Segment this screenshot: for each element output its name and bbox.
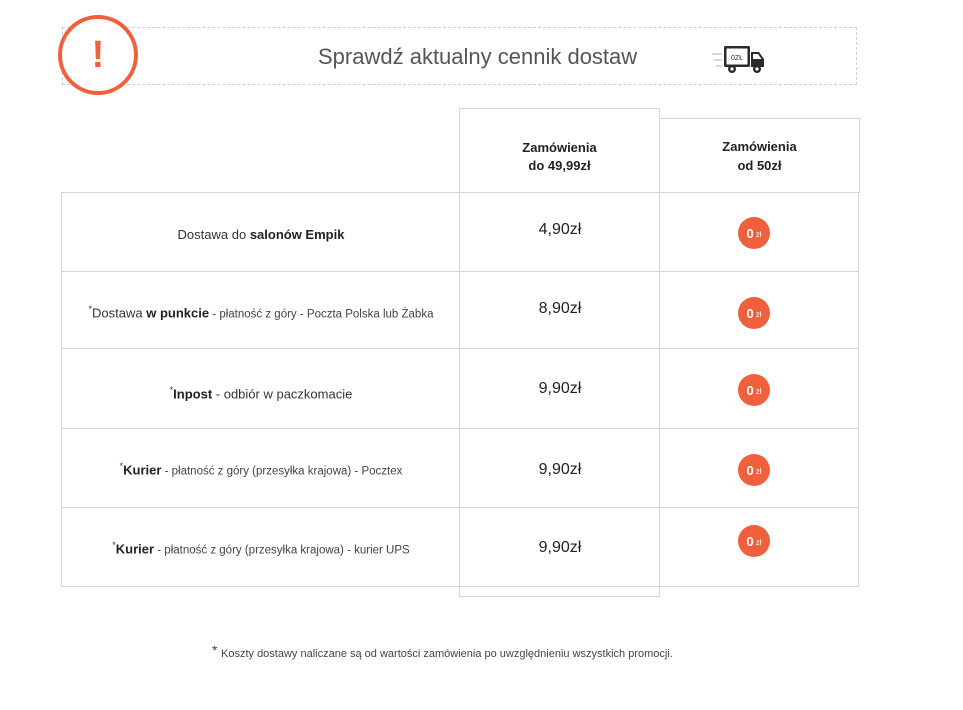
table-row [61, 192, 859, 272]
row-label: *Dostawa w punkcie - płatność z góry - Poczta Polska lub Żabka [88, 304, 434, 321]
price-under-50: 9,90zł [538, 539, 582, 556]
alert-icon [58, 15, 138, 95]
footnote-star: * [212, 642, 218, 658]
free-badge: 0 zł [738, 374, 770, 406]
free-badge: 0 zł [738, 297, 770, 329]
column-header-under-50 [459, 108, 660, 193]
column-header-line1: Zamówienia [722, 139, 797, 154]
table-row [61, 507, 859, 587]
column-header-line1: Zamówienia [522, 140, 597, 155]
price-under-50: 9,90zł [538, 461, 582, 478]
price-under-50: 9,90zł [538, 380, 582, 397]
column-header-line2: od 50zł [737, 158, 782, 173]
table-row [61, 348, 859, 429]
footnote-text: Koszty dostawy naliczane są od wartości zamówienia po uwzględnieniu wszystkich promocji. [221, 648, 673, 660]
row-label: *Kurier - płatność z góry (przesyłka krajowa) - kurier UPS [112, 540, 410, 557]
banner-title: Sprawdź aktualny cennik dostaw [318, 44, 638, 69]
row-label: *Kurier - płatność z góry (przesyłka krajowa) - Pocztex [119, 461, 403, 478]
footnote [212, 642, 673, 660]
free-badge: 0 zł [738, 217, 770, 249]
exclamation-mark: ! [91, 34, 105, 76]
column-header-from-50 [659, 118, 860, 193]
table-row [61, 271, 859, 349]
free-badge: 0 zł [738, 525, 770, 557]
column-header-line2: do 49,99zł [528, 158, 591, 173]
price-under-50: 4,90zł [538, 221, 582, 238]
price-under-50: 8,90zł [538, 300, 582, 317]
row-label: Dostawa do salonów Empik [177, 227, 345, 242]
truck-icon [710, 40, 766, 76]
free-badge: 0 zł [738, 454, 770, 486]
row-label: *Inpost - odbiór w paczkomacie [169, 385, 353, 402]
table-row [61, 428, 859, 508]
truck-label: 0ZŁ [730, 55, 744, 62]
